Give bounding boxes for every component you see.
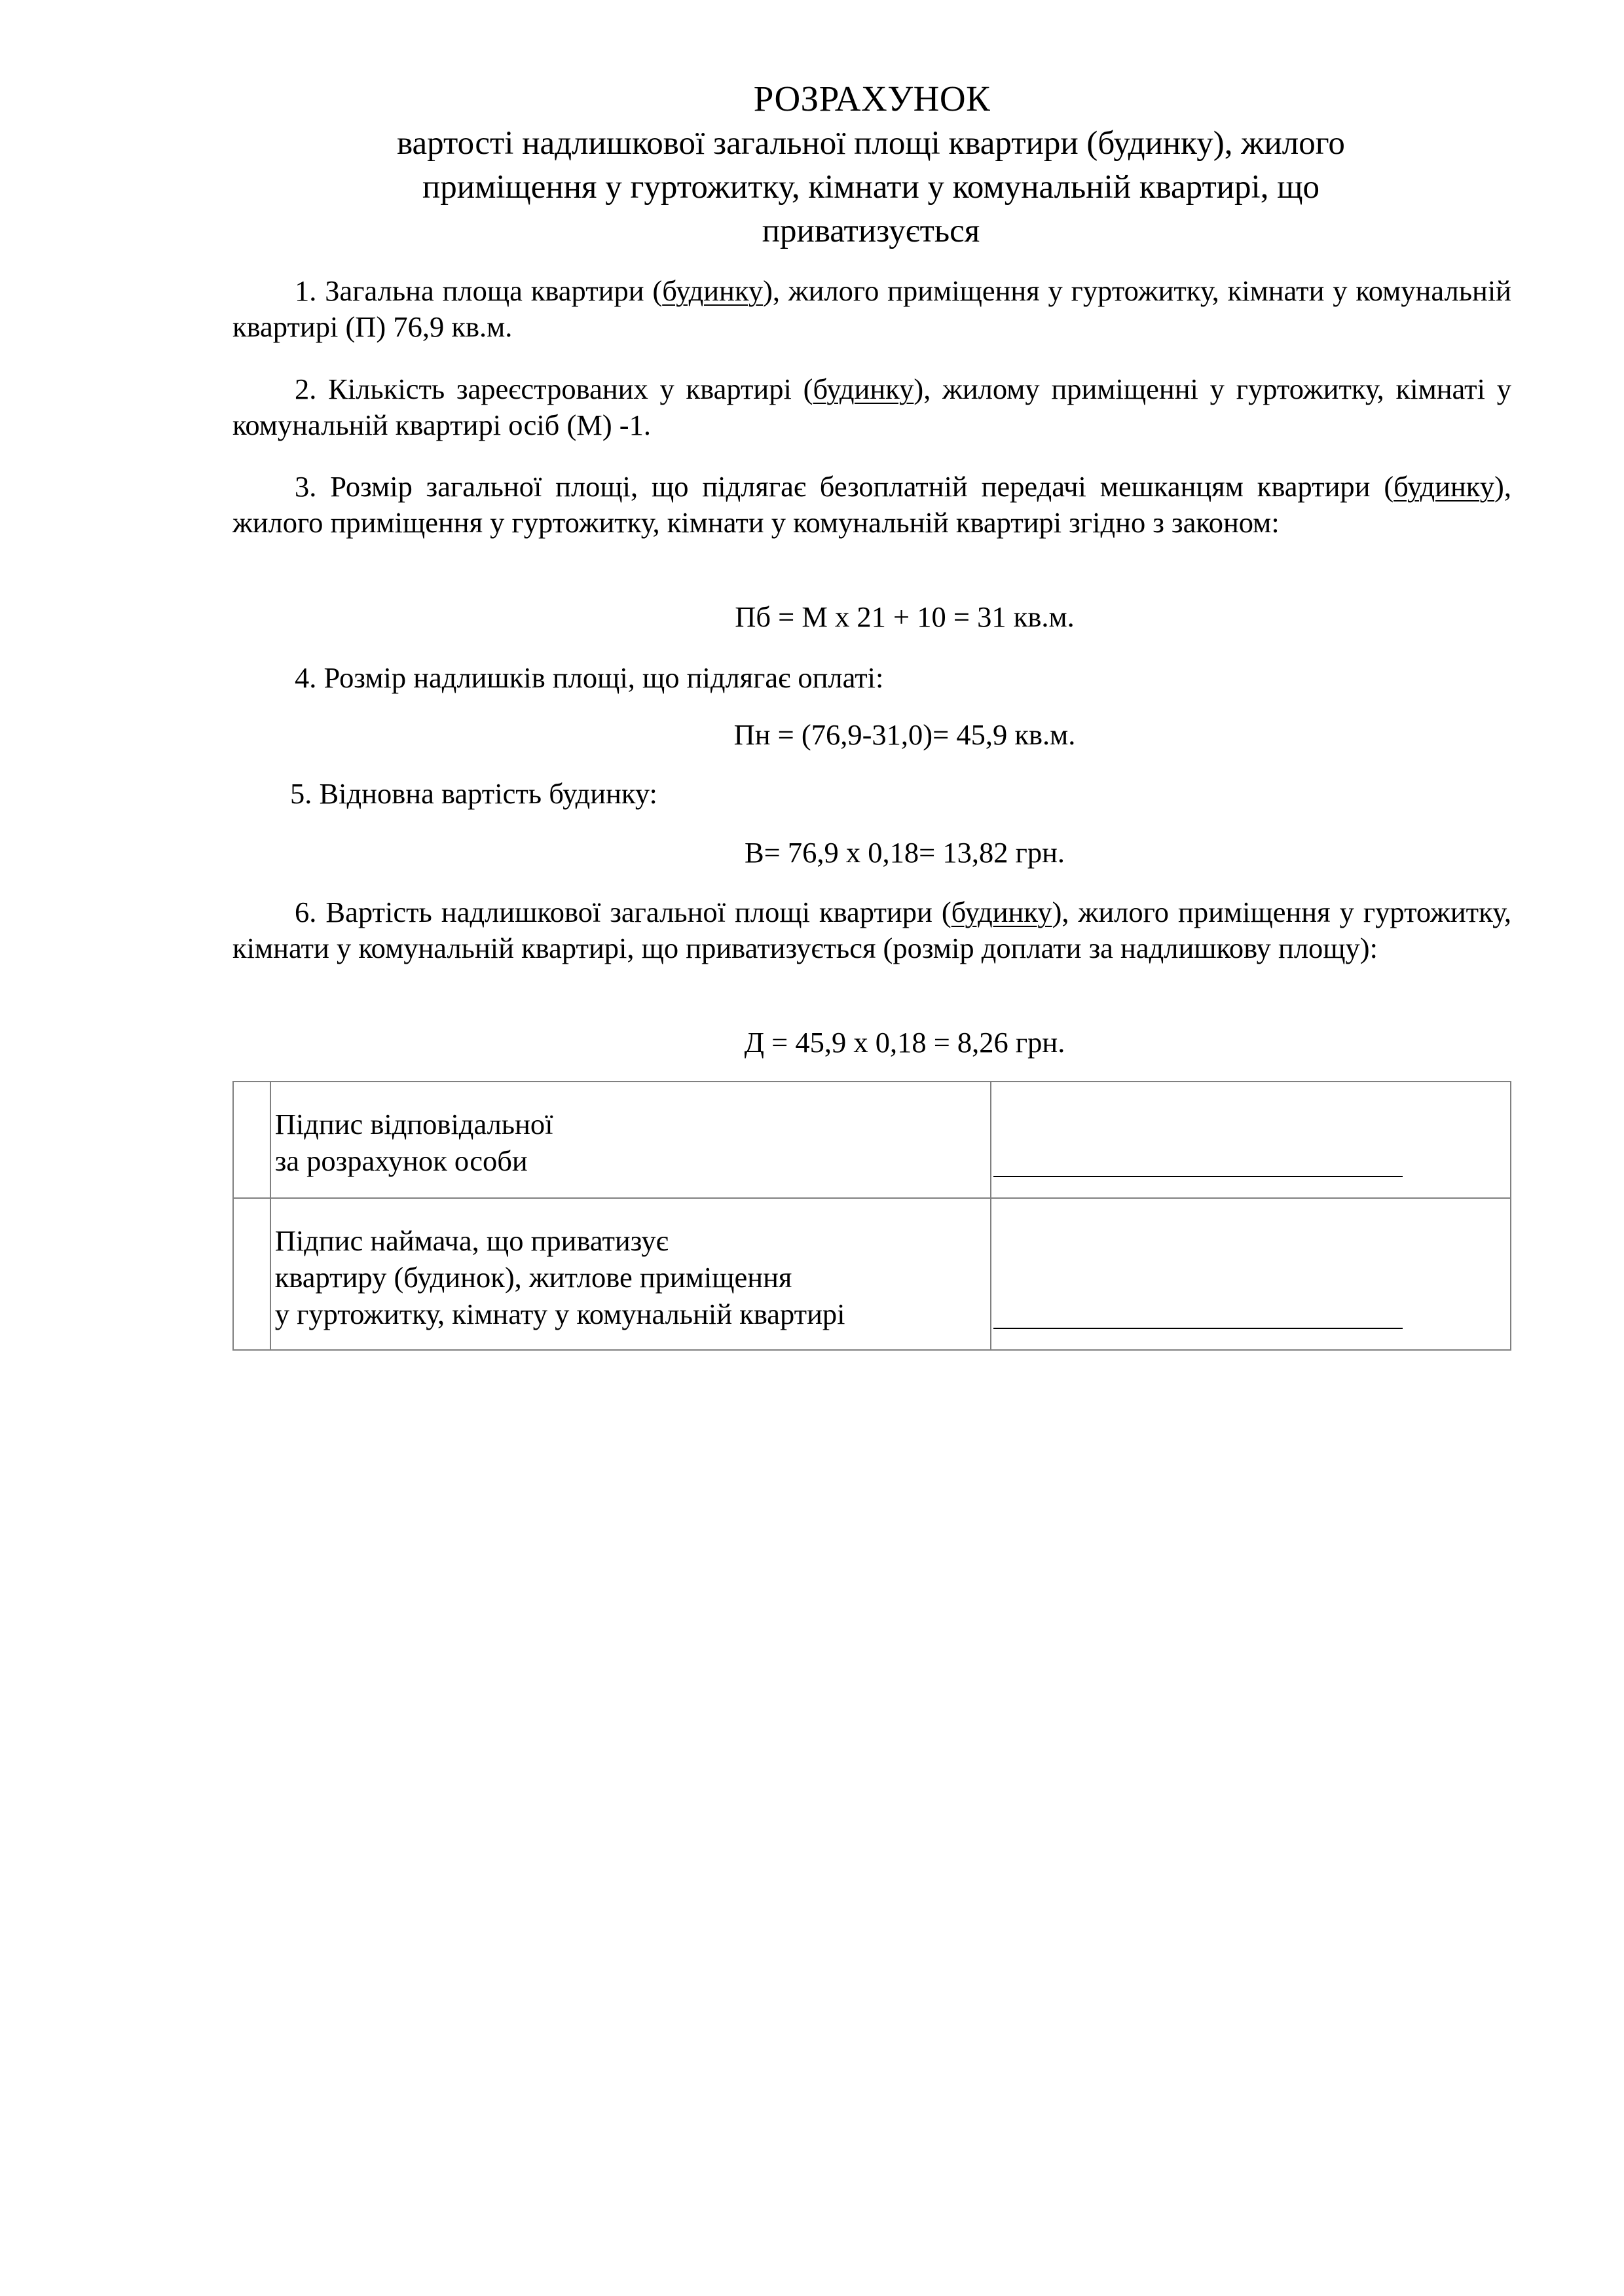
item-1-text-end: ), жилого приміщення у гуртожитку, кімнати у комунальній квартирі (П) 76,9 кв.м. bbox=[232, 274, 1511, 343]
item-2-text-start: 2. Кількість зареєстрованих у квартирі ( bbox=[295, 373, 813, 405]
signature-label-line: Підпис відповідальної bbox=[274, 1108, 553, 1140]
signature-label-line: Підпис наймача, що приватизує bbox=[274, 1224, 669, 1257]
signature-label-line: у гуртожитку, кімнату у комунальній квартирі bbox=[274, 1298, 845, 1330]
signature-label-cell bbox=[270, 1198, 991, 1350]
signature-row-spacer bbox=[233, 1198, 270, 1350]
item-2-registered-persons bbox=[232, 371, 1511, 443]
formula-free-area: Пб = М х 21 + 10 = 31 кв.м. bbox=[735, 600, 1075, 633]
item-3-text-end: ), жилого приміщення у гуртожитку, кімнати у комунальній квартирі згідно з законом: bbox=[232, 470, 1511, 539]
document-title: РОЗРАХУНОК bbox=[753, 79, 991, 118]
item-4-excess-area: 4. Розмір надлишків площі, що підлягає оплаті: bbox=[295, 661, 884, 694]
item-1-underlined: будинку bbox=[662, 274, 764, 307]
item-3-free-area bbox=[232, 469, 1511, 541]
signature-table bbox=[232, 1081, 1511, 1351]
item-6-underlined: будинку bbox=[951, 896, 1052, 928]
item-2-text-end: ), жилому приміщенні у гуртожитку, кімнаті у комунальній квартирі осіб (М) -1. bbox=[232, 373, 1511, 441]
signature-field-tenant[interactable] bbox=[991, 1198, 1511, 1350]
signature-field-responsible[interactable] bbox=[991, 1082, 1511, 1198]
signature-label bbox=[273, 1199, 991, 1332]
document-subtitle bbox=[295, 122, 1447, 253]
subtitle-line-3: приватизується bbox=[762, 213, 980, 249]
signature-line[interactable] bbox=[993, 1328, 1403, 1329]
formula-excess-area: Пн = (76,9-31,0)= 45,9 кв.м. bbox=[733, 718, 1076, 751]
signature-row-responsible bbox=[233, 1082, 1511, 1198]
item-3-text-start: 3. Розмір загальної площі, що підлягає безоплатній передачі мешканцям квартири ( bbox=[295, 470, 1394, 503]
formula-excess-cost: Д = 45,9 х 0,18 = 8,26 грн. bbox=[744, 1026, 1065, 1059]
signature-label-cell bbox=[270, 1082, 991, 1198]
item-1-total-area bbox=[232, 273, 1511, 345]
item-1-text-start: 1. Загальна площа квартири ( bbox=[295, 274, 663, 307]
signature-line[interactable] bbox=[993, 1176, 1403, 1177]
item-6-text-end: ), жилого приміщення у гуртожитку, кімнати у комунальній квартирі, що приватизується (розмір доплати за надлишкову площу): bbox=[232, 896, 1511, 964]
item-6-excess-cost bbox=[232, 894, 1511, 966]
signature-row-tenant bbox=[233, 1198, 1511, 1350]
item-6-text-start: 6. Вартість надлишкової загальної площі квартири ( bbox=[295, 896, 951, 928]
signature-label-line: квартиру (будинок), житлове приміщення bbox=[274, 1261, 792, 1294]
subtitle-line-2: приміщення у гуртожитку, кімнати у комунальній квартирі, що bbox=[422, 169, 1320, 206]
signature-row-spacer bbox=[233, 1082, 270, 1198]
signature-label-line: за розрахунок особи bbox=[274, 1144, 528, 1177]
item-3-underlined: будинку bbox=[1393, 470, 1495, 503]
subtitle-line-1: вартості надлишкової загальної площі квартири (будинку), жилого bbox=[397, 125, 1345, 162]
item-2-underlined: будинку bbox=[813, 373, 914, 405]
item-5-restoration-cost: 5. Відновна вартість будинку: bbox=[290, 777, 657, 810]
formula-restoration-cost: В= 76,9 х 0,18= 13,82 грн. bbox=[744, 836, 1065, 869]
signature-label bbox=[273, 1082, 991, 1179]
